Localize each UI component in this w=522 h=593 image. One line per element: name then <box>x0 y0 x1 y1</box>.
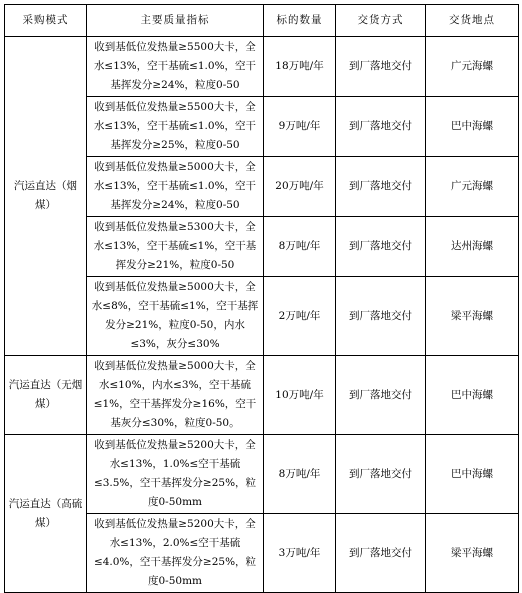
spec-cell: 收到基低位发热量≥5500大卡，全水≤13%，空干基硫≤1.0%，空干基挥发分≥25%，粒度0-50 <box>87 97 264 157</box>
header-mode: 采购模式 <box>5 5 87 37</box>
header-row <box>5 5 519 37</box>
qty-cell: 2万吨/年 <box>264 277 336 356</box>
location-cell: 梁平海螺 <box>426 514 519 593</box>
procurement-table <box>4 4 519 593</box>
location-cell: 广元海螺 <box>426 157 519 217</box>
qty-cell: 8万吨/年 <box>264 435 336 514</box>
mode-cell: 汽运直达（烟煤） <box>5 37 87 356</box>
spec-cell: 收到基低位发热量≥5000大卡，全水≤8%，空干基硫≤1%，空干基挥发分≥21%，粒度0-50，内水≤3%，灰分≤30% <box>87 277 264 356</box>
delivery-text: 到厂落地交付 <box>349 120 412 132</box>
delivery-text: 到厂落地交付 <box>349 309 412 322</box>
delivery-text: 到厂落地交付 <box>349 60 412 72</box>
delivery-cell <box>336 217 426 277</box>
spec-cell: 收到基低位发热量≥5200大卡，全水≤13%，1.0%≤空干基硫≤3.5%，空干基挥发分≥25%，粒度0-50mm <box>87 435 264 514</box>
header-spec: 主要质量指标 <box>87 5 264 37</box>
delivery-cell <box>336 356 426 435</box>
delivery-cell <box>336 277 426 356</box>
spec-cell: 收到基低位发热量≥5500大卡，全水≤13%，空干基硫≤1.0%，空干基挥发分≥24%，粒度0-50 <box>87 37 264 97</box>
location-cell: 巴中海螺 <box>426 97 519 157</box>
mode-cell: 汽运直达（高硫煤） <box>5 435 87 593</box>
delivery-cell <box>336 37 426 97</box>
location-cell: 梁平海螺 <box>426 277 519 356</box>
delivery-text: 到厂落地交付 <box>349 240 412 252</box>
mode-cell: 汽运直达（无烟煤） <box>5 356 87 435</box>
delivery-cell <box>336 514 426 593</box>
location-cell: 巴中海螺 <box>426 356 519 435</box>
location-cell: 广元海螺 <box>426 37 519 97</box>
delivery-cell <box>336 157 426 217</box>
delivery-cell <box>336 435 426 514</box>
delivery-text: 到厂落地交付 <box>349 546 412 559</box>
header-location: 交货地点 <box>426 5 519 37</box>
table-row <box>5 37 519 97</box>
spec-cell: 收到基低位发热量≥5200大卡，全水≤13%，2.0%≤空干基硫≤4.0%，空干基挥发分≥25%，粒度0-50mm <box>87 514 264 593</box>
qty-cell: 18万吨/年 <box>264 37 336 97</box>
qty-cell: 10万吨/年 <box>264 356 336 435</box>
delivery-text: 到厂落地交付 <box>349 180 412 192</box>
table-row <box>5 356 519 435</box>
header-delivery: 交货方式 <box>336 5 426 37</box>
spec-cell: 收到基低位发热量≥5300大卡，全水≤13%，空干基硫≤1%，空干基挥发分≥21%，粒度0-50 <box>87 217 264 277</box>
delivery-text: 到厂落地交付 <box>349 467 412 480</box>
spec-cell: 收到基低位发热量≥5000大卡，全水≤13%，空干基硫≤1.0%，空干基挥发分≥24%，粒度0-50 <box>87 157 264 217</box>
qty-cell: 8万吨/年 <box>264 217 336 277</box>
location-cell: 达州海螺 <box>426 217 519 277</box>
spec-cell: 收到基低位发热量≥5000大卡，全水≤10%，内水≤3%，空干基硫≤1%，空干基挥发分≥16%，空干基灰分≤30%，粒度0-50。 <box>87 356 264 435</box>
delivery-cell <box>336 97 426 157</box>
delivery-text: 到厂落地交付 <box>349 388 412 401</box>
qty-cell: 3万吨/年 <box>264 514 336 593</box>
header-qty: 标的数量 <box>264 5 336 37</box>
qty-cell: 20万吨/年 <box>264 157 336 217</box>
qty-cell: 9万吨/年 <box>264 97 336 157</box>
location-cell: 巴中海螺 <box>426 435 519 514</box>
table-row <box>5 435 519 514</box>
